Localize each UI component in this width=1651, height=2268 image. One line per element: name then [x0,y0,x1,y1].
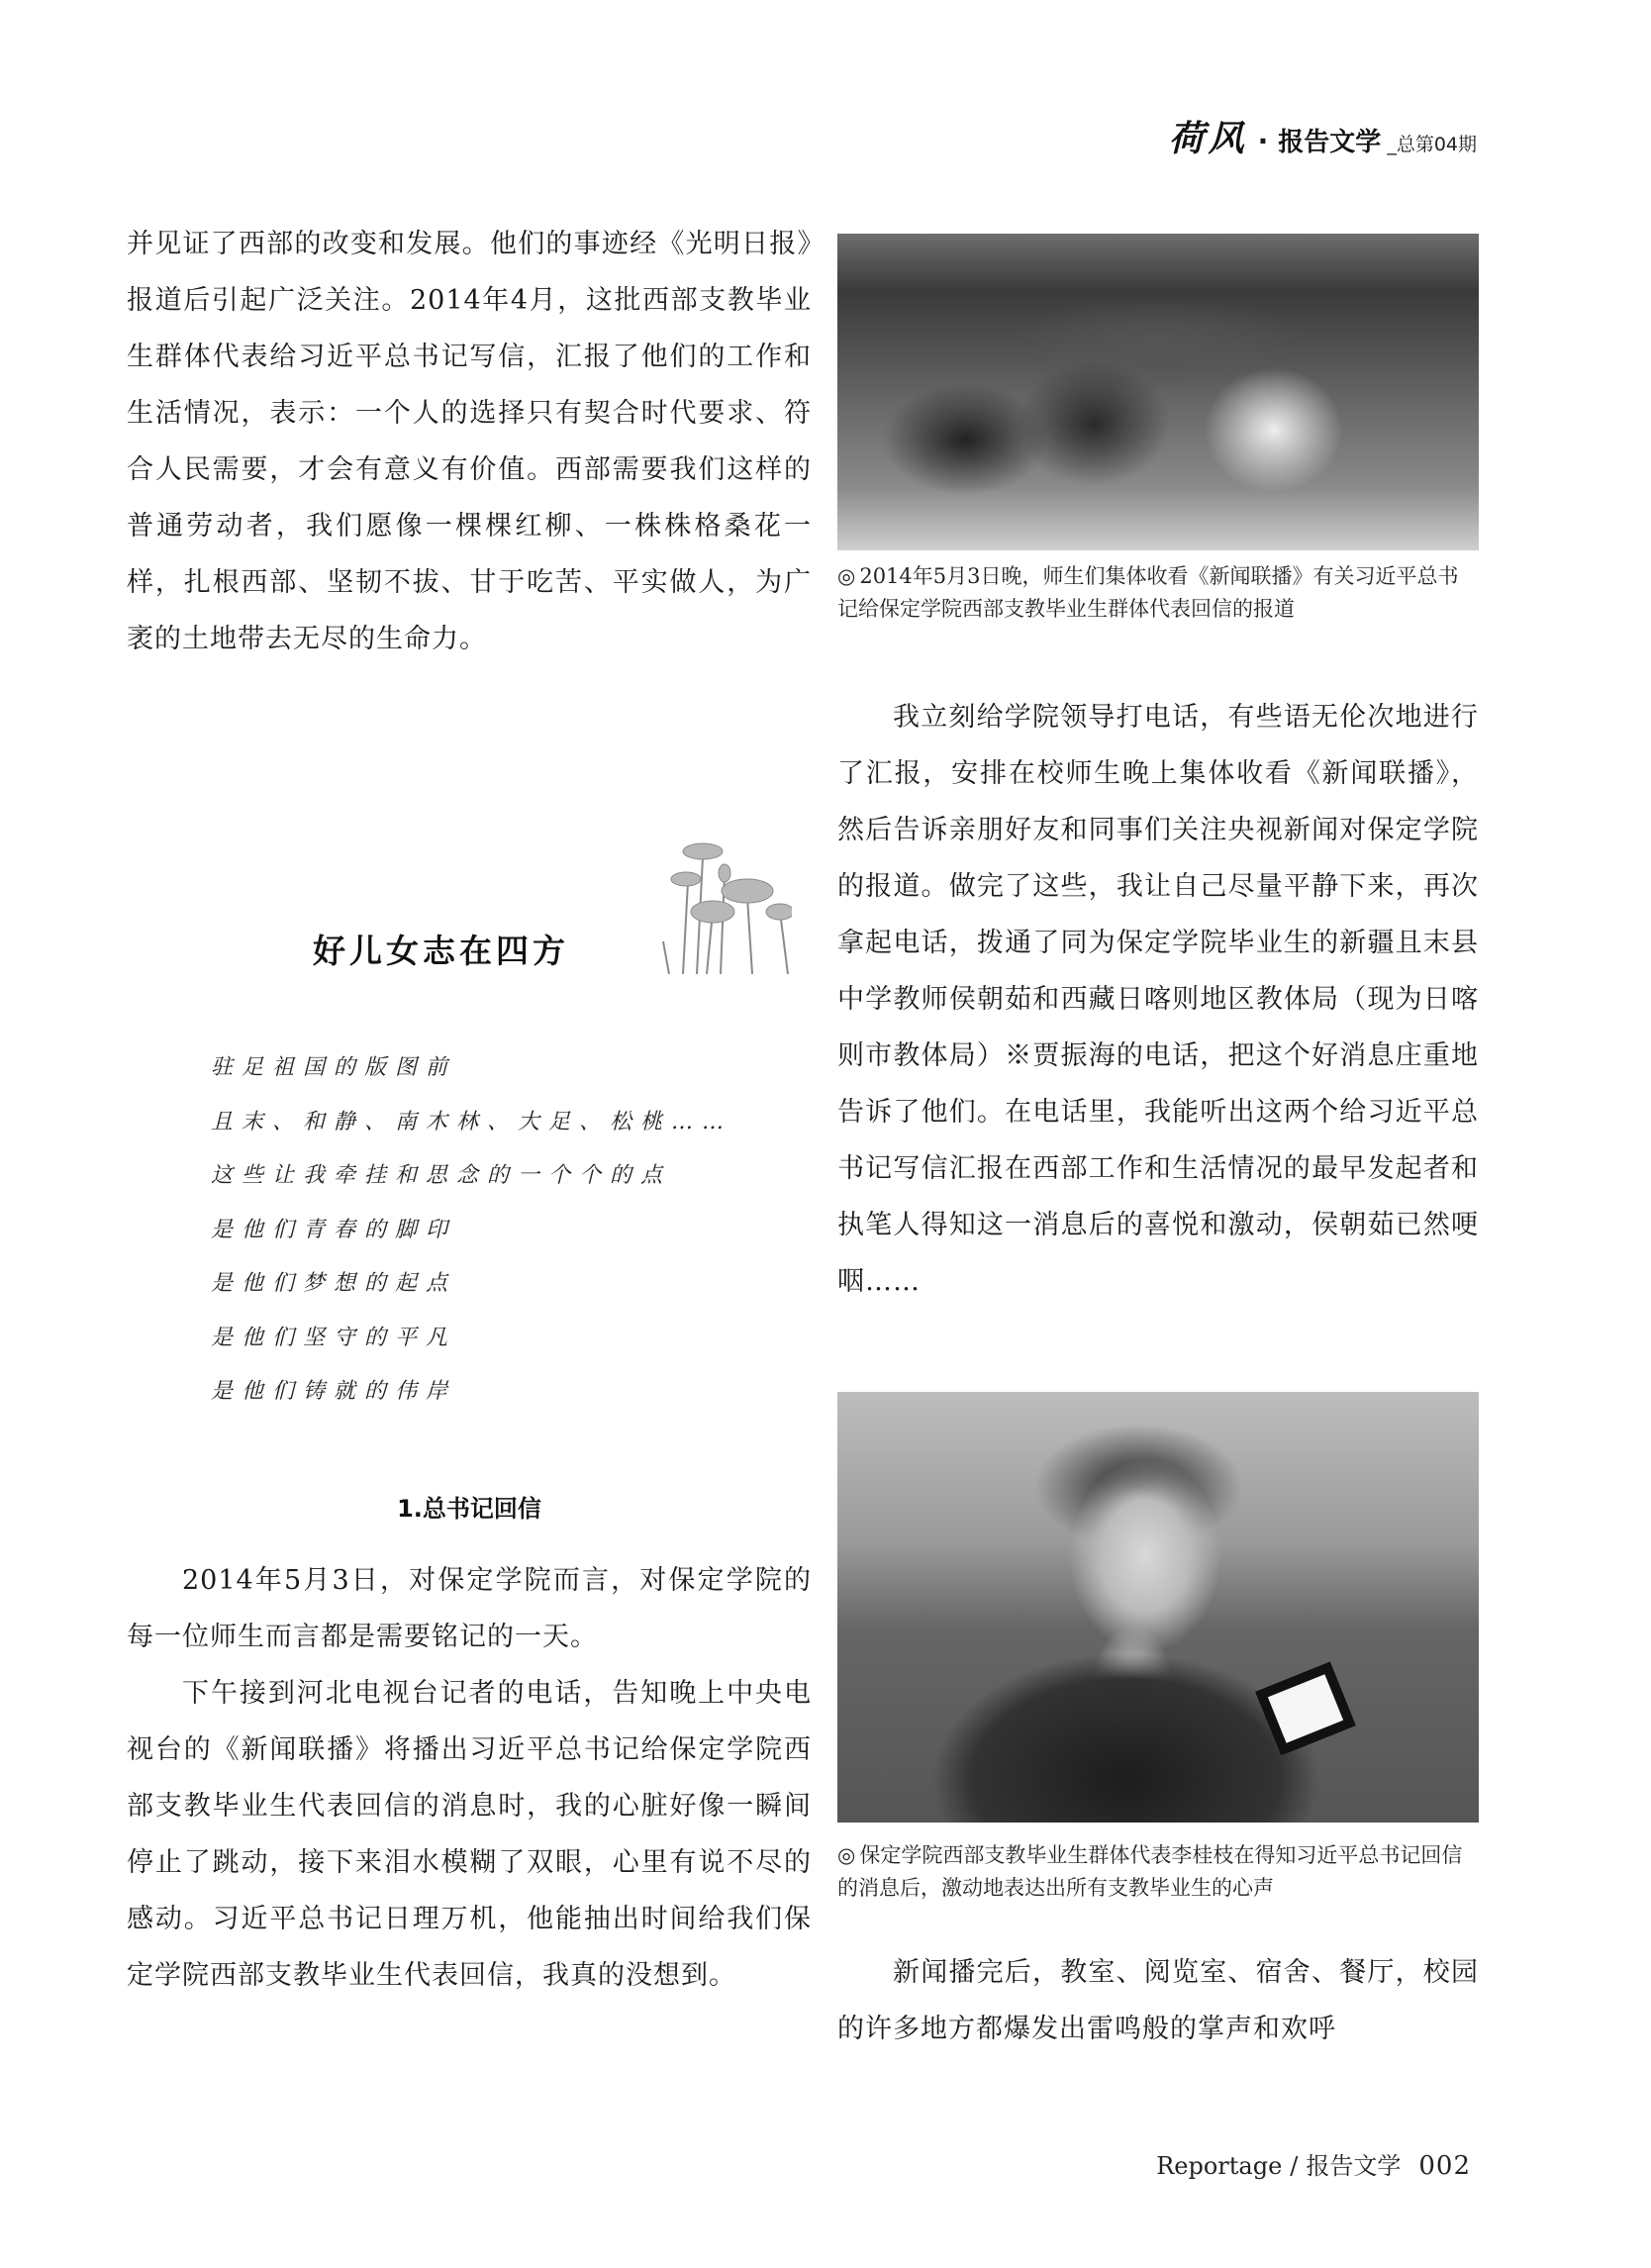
body-paragraph: 2014年5月3日，对保定学院而言，对保定学院的每一位师生而言都是需要铭记的一天。 [127,1565,812,1652]
interview-photo [837,1392,1479,1823]
right-text-block [837,689,1479,1310]
magazine-brand: 荷风 [1168,118,1248,159]
poem-line: 是他们铸就的伟岸 [211,1379,457,1404]
photo1-caption [837,560,1479,626]
caption-text: 保定学院西部支教毕业生群体代表李桂枝在得知习近平总书记回信的消息后，激动地表达出所有支教毕业生的心声 [837,1843,1463,1900]
caption-mark-icon: ◎ [837,1843,856,1867]
body-paragraph: 新闻播完后，教室、阅览室、宿舍、餐厅，校园的许多地方都爆发出雷鸣般的掌声和欢呼 [837,1957,1479,2044]
page-number: 002 [1418,2151,1471,2181]
audience-photo [837,234,1479,550]
right-text-block-2 [837,1944,1479,2057]
intro-paragraph: 并见证了西部的改变和发展。他们的事迹经《光明日报》报道后引起广泛关注。2014年4月，这批西部支教毕业生群体代表给习近平总书记写信，汇报了他们的工作和生活情况，表示：一个人的选择只有契合时代要求、符合人民需要，才会有意义有价值。西部需要我们这样的普通劳动者，我们愿像一棵棵红柳、一株株格桑花一样，扎根西部、坚韧不拔、甘于吃苦、平实做人，为广袤的土地带去无尽的生命力。 [127,229,812,654]
poem [211,1041,732,1420]
caption-mark-icon: ◎ [837,564,856,588]
intro-text-block [127,216,812,667]
poem-line: 驻足祖国的版图前 [211,1055,457,1080]
poem-line: 是他们青春的脚印 [211,1217,457,1242]
header-separator: · [1257,125,1269,157]
section-name: 报告文学 [1278,128,1382,157]
microphone-icon [1255,1661,1356,1756]
caption-text: 2014年5月3日晚，师生们集体收看《新闻联播》有关习近平总书记给保定学院西部支教毕业生群体代表回信的报道 [837,564,1459,621]
poem-line: 且末、和静、南木林、大足、松桃…… [211,1109,733,1134]
footer-english: Reportage [1156,2152,1283,2180]
body-paragraph: 下午接到河北电视台记者的电话，告知晚上中央电视台的《新闻联播》将播出习近平总书记给保定学院西部支教毕业生代表回信的消息时，我的心脏好像一瞬间停止了跳动，接下来泪水模糊了双眼，心里有说不尽的感动。习近平总书记日理万机，他能抽出时间给我们保定学院西部支教毕业生代表回信，我真的没想到。 [127,1678,812,1991]
page-footer [1156,2146,1471,2181]
footer-chinese: 报告文学 [1306,2152,1402,2180]
poem-line: 是他们梦想的起点 [211,1271,457,1296]
poem-line: 是他们坚守的平凡 [211,1325,457,1350]
subsection-title: 1.总书记回信 [397,1495,541,1523]
body-paragraph: 我立刻给学院领导打电话，有些语无伦次地进行了汇报，安排在校师生晚上集体收看《新闻联播》，然后告诉亲朋好友和同事们关注央视新闻对保定学院的报道。做完了这些，我让自己尽量平静下来，再次拿起电话，拨通了同为保定学院毕业生的新疆且末县中学教师侯朝茹和西藏日喀则地区教体局（现为日喀则市教体局）※贾振海的电话，把这个好消息庄重地告诉了他们。在电话里，我能听出这两个给习近平总书记写信汇报在西部工作和生活情况的最早发起者和执笔人得知这一消息后的喜悦和激动，侯朝茹已然哽咽…… [837,702,1479,1297]
section-title: 好儿女志在四方 [313,932,569,970]
footer-slash: / [1290,2152,1299,2180]
page-header [1169,111,1477,161]
issue-number: _总第04期 [1387,134,1477,155]
flowers-illustration-icon [653,838,792,974]
body-text-block [127,1552,812,2004]
poem-line: 这些让我牵挂和思念的一个个的点 [211,1163,672,1188]
photo2-caption [837,1839,1479,1905]
